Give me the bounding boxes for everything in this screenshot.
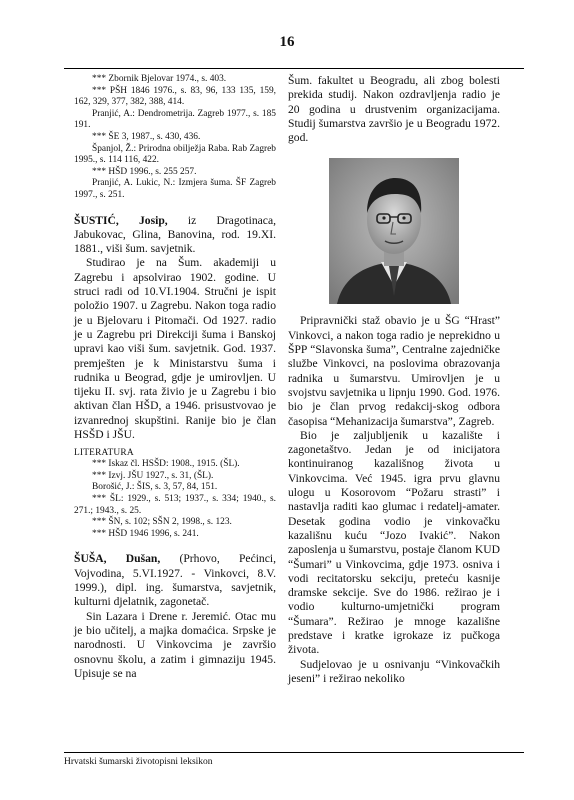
reference-entry: *** HŠD 1946 1996, s. 241. <box>92 528 199 539</box>
reference-entry: *** PŠH 1846 1976., s. 83, 96, 133 135, 159, 162, 329, 377, 382, 388, 414. <box>74 85 276 108</box>
right-paragraph-career: Pripravnički staž obavio je u ŠG “Hrast” Vinkovci, a nakon toga radio je neprekidno u ŠPP “Slavonska šuma”, Centralne zajedničke službe Vinkovci, na poslovima obrazovanja radnika u šumarstvu. Umirovljen je u svojstvu savjetnika u lipnju 1990. God. 1976. bio je član prvog redakcij-skog odbora časopisa “Mehanizacija šumarstva”, Zagreb. <box>288 314 500 428</box>
reference-entry: Borošić, J.: ŠIS, s. 3, 57, 84, 151. <box>92 482 218 493</box>
portrait-image <box>329 158 459 304</box>
reference-entry: Pranjić, A. Lukic, N.: Izmjera šuma. ŠF Zagreb 1997., s. 251. <box>74 178 276 200</box>
right-column <box>288 74 500 686</box>
entry-susa-body: Sin Lazara i Drene r. Jeremić. Otac mu je bio učitelj, a majka domaćica. Srpske je narodnosti. U Vinkovcima je završio osnovnu školu, a zatim i gimnaziju 1945. Upisuje se na <box>74 609 276 680</box>
reference-entry: *** Zbornik Bjelovar 1974., s. 403. <box>92 74 227 84</box>
entry-intro: iz Dragotinaca, Jabukovac, Glina, Banovina, rod. 19.XI. 1881., viši šum. savjetnik. <box>74 213 276 256</box>
reference-entry: *** Izvj. JŠU 1927., s. 31, (ŠL). <box>92 470 214 481</box>
reference-entry: *** HŠD 1996., s. 255 257. <box>92 166 197 177</box>
entry-name: ŠUŠA, Dušan, <box>74 552 161 566</box>
reference-entry: *** Iskaz čl. HSŠD: 1908., 1915. (ŠL). <box>92 459 240 470</box>
right-paragraph-festival: Sudjelovao je u osnivanju “Vinkovačkih jeseni” i režirao nekoliko <box>288 657 500 685</box>
portrait-photo <box>329 158 459 304</box>
reference-entry: Pranjić, A.: Dendrometrija. Zagreb 1977., s. 185 191. <box>74 108 276 131</box>
bottom-rule <box>64 752 524 753</box>
entry-intro: (Prhovo, Pećinci, Vojvodina, 5.VI.1927. - Vinkovci, 8.V. 1999.), dipl. ing. šumarstva, savjetnik, kulturni djelatnik, zagonetač. <box>74 552 276 609</box>
entry-sustic-heading <box>74 214 276 257</box>
entry-name: ŠUSTIĆ, Josip, <box>74 213 168 227</box>
literatura-heading: LITERATURA <box>74 448 134 459</box>
top-rule <box>64 68 524 69</box>
right-paragraph-theatre: Bio je zaljubljenik u kazalište i zagonetaštvo. Jedan je od inicijatora kontinuiranog kazališnog života u Vinkovcima. Već 1945. igra prvu glavnu ulogu u Kosorovom “Požaru strasti” i nastavlja raditi kao glumac i redatelj-amater. Desetak godina vodio je vinkovačku kazališnu kuću “Jozo Ivakić”. Nakon zaposlenja u šumarstvu, postaje članom KUD “Šumari” u Vinkovcima, gdje 1973. osniva i vodi recitatorsku sekciju, preteću kasnije dramske sekcije. Sve do 1986. režirao je i vodio kulturno-umjetnički program “Šumara”. Režirao je mnoge kazališne predstave i kratke igrokaze iz pučkoga života. <box>288 428 500 657</box>
reference-entry: *** ŠE 3, 1987., s. 430, 436. <box>92 131 201 142</box>
left-column <box>74 74 276 681</box>
reference-entry: Španjol, Ž.: Prirodna obilježja Raba. Rab Zagreb 1995., s. 114 116, 422. <box>74 143 276 166</box>
page-number: 16 <box>279 34 295 50</box>
entry-sustic-body: Studirao je na Šum. akademiji u Zagrebu i apsolvirao 1902. godine. U struci radi od 10.VI.1904. Stručni je ispit položio 1907. u Zagrebu. Nakon toga radio je u Bjelovaru i Pitomači. Od 1927. radio je u Zagrebu pri Direkciji šuma i Banskoj upravi kao viši šum. savjetnik. God. 1937. premješten je k Ministarstvu šuma i rudnika u Beograd, gdje je umirovljen. U tijeku II. svj. rata živio je u Zagrebu i bio aktivan član HŠD, a 1946. prisustvovao je izvanrednoj skupštini. Ranije bio je član HSŠD i JŠU. <box>74 256 276 441</box>
footer-text: Hrvatski šumarski životopisni leksikon <box>64 757 213 767</box>
reference-entry: *** ŠN, s. 102; SŠN 2, 1998., s. 123. <box>92 517 232 528</box>
right-continuation: Šum. fakultet u Beogradu, ali zbog bolesti prekida studij. Nakon ozdravljenja radio je 20 godina u drustvenim organizacijama. Studij šumarstva završio je u Beogradu 1972. god. <box>288 74 500 145</box>
reference-entry: *** ŠL: 1929., s. 513; 1937., s. 334; 1940., s. 271.; 1943., s. 25. <box>74 494 276 516</box>
entry-susa-heading <box>74 552 276 609</box>
